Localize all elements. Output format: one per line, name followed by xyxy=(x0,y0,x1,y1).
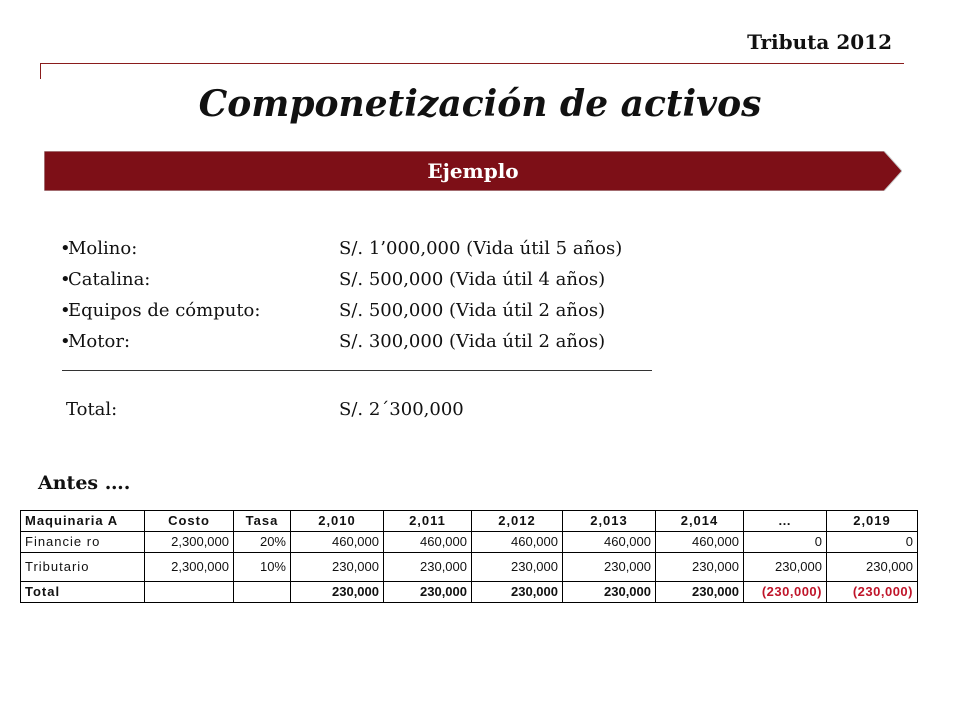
header-rule-tick xyxy=(40,63,41,79)
table-cell: 230,000 xyxy=(384,553,472,582)
bullet-icon: • xyxy=(60,238,71,259)
table-cell: 230,000 xyxy=(563,582,656,603)
table-row xyxy=(21,553,918,582)
sum-divider xyxy=(62,370,652,371)
section-label: Antes …. xyxy=(38,472,131,494)
table-cell: 230,000 xyxy=(656,582,744,603)
column-header: 2,013 xyxy=(563,511,656,532)
asset-label: Equipos de cómputo: xyxy=(68,300,261,321)
total-label: Total: xyxy=(66,399,118,420)
table-cell: 230,000 xyxy=(291,553,384,582)
column-header: Tasa xyxy=(234,511,291,532)
table-cell: 230,000 xyxy=(744,553,827,582)
asset-label: Molino: xyxy=(68,238,138,259)
total-value: S/. 2´300,000 xyxy=(339,399,464,420)
bullet-icon: • xyxy=(60,300,71,321)
table-cell: 460,000 xyxy=(291,532,384,553)
banner-label: Ejemplo xyxy=(427,159,519,183)
table-cell: 230,000 xyxy=(472,553,563,582)
table-cell: 230,000 xyxy=(291,582,384,603)
table-cell: 460,000 xyxy=(656,532,744,553)
asset-label: Catalina: xyxy=(68,269,151,290)
depreciation-table xyxy=(20,510,918,603)
table-cell: 230,000 xyxy=(384,582,472,603)
brand-label: Tributa 2012 xyxy=(747,30,892,54)
slide-title: Componetización de activos xyxy=(198,83,762,125)
asset-label: Motor: xyxy=(68,331,131,352)
table-cell xyxy=(234,582,291,603)
table-cell: 460,000 xyxy=(563,532,656,553)
table-cell: 20% xyxy=(234,532,291,553)
table-cell: 2,300,000 xyxy=(145,532,234,553)
table-cell-negative: (230,000) xyxy=(744,582,827,603)
column-header: … xyxy=(744,511,827,532)
example-banner xyxy=(44,151,902,191)
table-cell: 460,000 xyxy=(472,532,563,553)
column-header: 2,014 xyxy=(656,511,744,532)
table-cell-negative: (230,000) xyxy=(827,582,918,603)
bullet-icon: • xyxy=(60,331,71,352)
table-cell: 2,300,000 xyxy=(145,553,234,582)
table-cell: 0 xyxy=(827,532,918,553)
table-row xyxy=(21,532,918,553)
table-total-row xyxy=(21,582,918,603)
table-cell: 230,000 xyxy=(563,553,656,582)
table-cell: Tributario xyxy=(21,553,145,582)
table-cell: 0 xyxy=(744,532,827,553)
header-rule xyxy=(40,63,904,64)
table-header-row xyxy=(21,511,918,532)
table-cell: Financie ro xyxy=(21,532,145,553)
table-cell xyxy=(145,582,234,603)
table-cell: 10% xyxy=(234,553,291,582)
asset-value: S/. 500,000 (Vida útil 2 años) xyxy=(339,300,606,321)
column-header: Costo xyxy=(145,511,234,532)
column-header: 2,011 xyxy=(384,511,472,532)
asset-value: S/. 500,000 (Vida útil 4 años) xyxy=(339,269,606,290)
table-cell: Total xyxy=(21,582,145,603)
table-cell: 230,000 xyxy=(472,582,563,603)
column-header: 2,012 xyxy=(472,511,563,532)
asset-value: S/. 300,000 (Vida útil 2 años) xyxy=(339,331,606,352)
table-cell: 230,000 xyxy=(656,553,744,582)
column-header: 2,019 xyxy=(827,511,918,532)
column-header: 2,010 xyxy=(291,511,384,532)
total-row xyxy=(66,399,666,423)
table-cell: 230,000 xyxy=(827,553,918,582)
column-header: Maquinaria A xyxy=(21,511,145,532)
asset-value: S/. 1’000,000 (Vida útil 5 años) xyxy=(339,238,623,259)
table-cell: 460,000 xyxy=(384,532,472,553)
bullet-icon: • xyxy=(60,269,71,290)
